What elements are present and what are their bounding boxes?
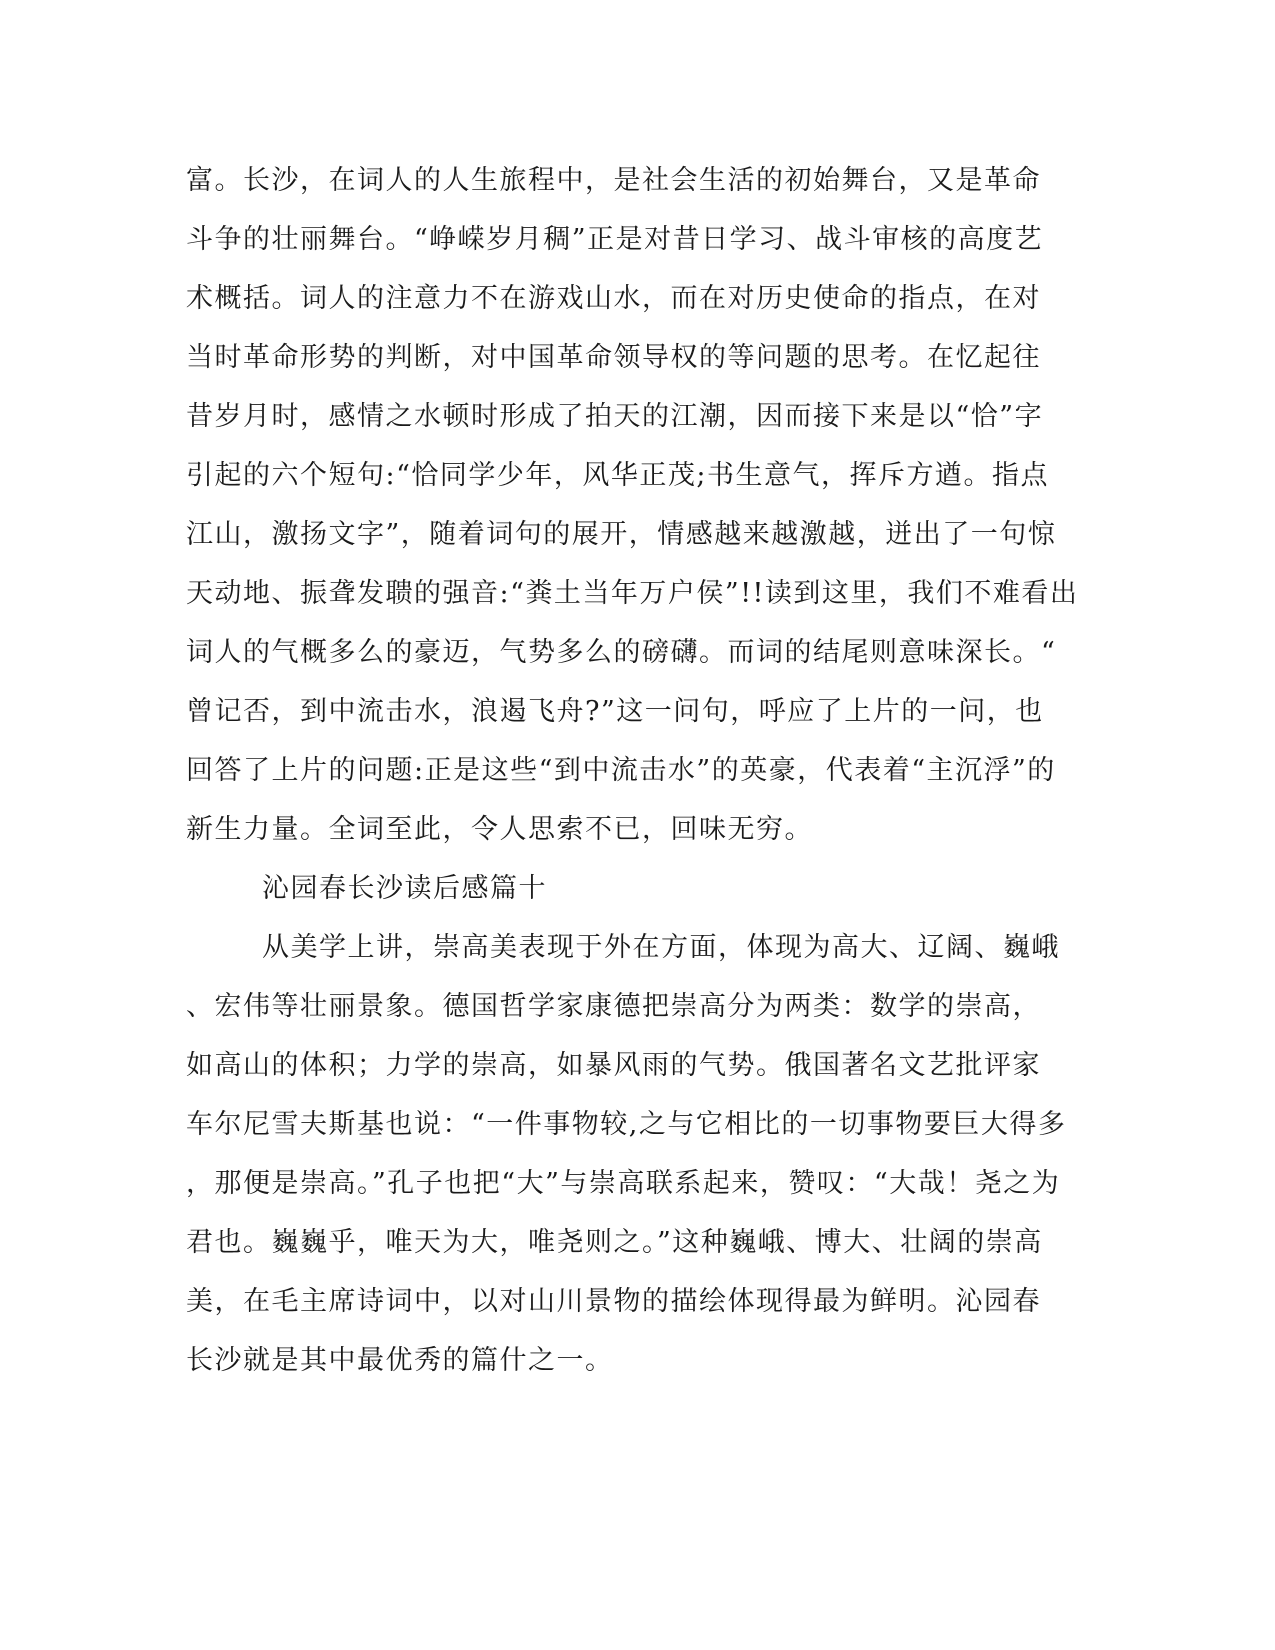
text-line: 曾记否，到中流击水，浪遏飞舟?”这一问句，呼应了上片的一问，也 [186,696,1044,727]
text-line: 君也。巍巍乎，唯天为大，唯尧则之。”这种巍峨、博大、壮阔的崇高 [186,1227,1043,1258]
text-line: 、宏伟等壮丽景象。德国哲学家康德把崇高分为两类：数学的崇高， [186,991,1041,1022]
section-heading: 沁园春长沙读后感篇十 [262,873,547,904]
text-line: 天动地、振聋发聩的强音:“粪土当年万户侯”!!读到这里，我们不难看出 [186,578,1079,609]
text-line: 昔岁月时，感情之水顿时形成了拍天的江潮，因而接下来是以“恰”字 [186,401,1044,432]
text-line: 回答了上片的问题:正是这些“到中流击水”的英豪，代表着“主沉浮”的 [186,755,1056,786]
text-line: 当时革命形势的判断，对中国革命领导权的等问题的思考。在忆起往 [186,342,1041,373]
text-line: 长沙就是其中最优秀的篇什之一。 [186,1345,614,1376]
text-line: 美，在毛主席诗词中，以对山川景物的描绘体现得最为鲜明。沁园春 [186,1286,1041,1317]
text-line: 新生力量。全词至此，令人思索不已，回味无穷。 [186,814,813,845]
text-line: 富。长沙，在词人的人生旅程中，是社会生活的初始舞台，又是革命 [186,165,1041,196]
text-line: 斗争的壮丽舞台。“峥嵘岁月稠”正是对昔日学习、战斗审核的高度艺 [186,224,1044,255]
text-line: 如高山的体积；力学的崇高，如暴风雨的气势。俄国著名文艺批评家 [186,1050,1041,1081]
text-line: 江山，激扬文字”，随着词句的展开，情感越来越激越，迸出了一句惊 [186,519,1057,550]
text-line: 引起的六个短句:“恰同学少年，风华正茂;书生意气，挥斥方遒。指点 [186,460,1049,491]
text-line: 从美学上讲，崇高美表现于外在方面，体现为高大、辽阔、巍峨 [262,932,1060,963]
text-line: 术概括。词人的注意力不在游戏山水，而在对历史使命的指点，在对 [186,283,1041,314]
text-line: 车尔尼雪夫斯基也说：“一件事物较,之与它相比的一切事物要巨大得多 [186,1109,1067,1140]
text-line: ，那便是崇高。”孔子也把“大”与崇高联系起来，赞叹：“大哉！尧之为 [186,1168,1061,1199]
text-line: 词人的气概多么的豪迈，气势多么的磅礴。而词的结尾则意味深长。“ [186,637,1057,668]
